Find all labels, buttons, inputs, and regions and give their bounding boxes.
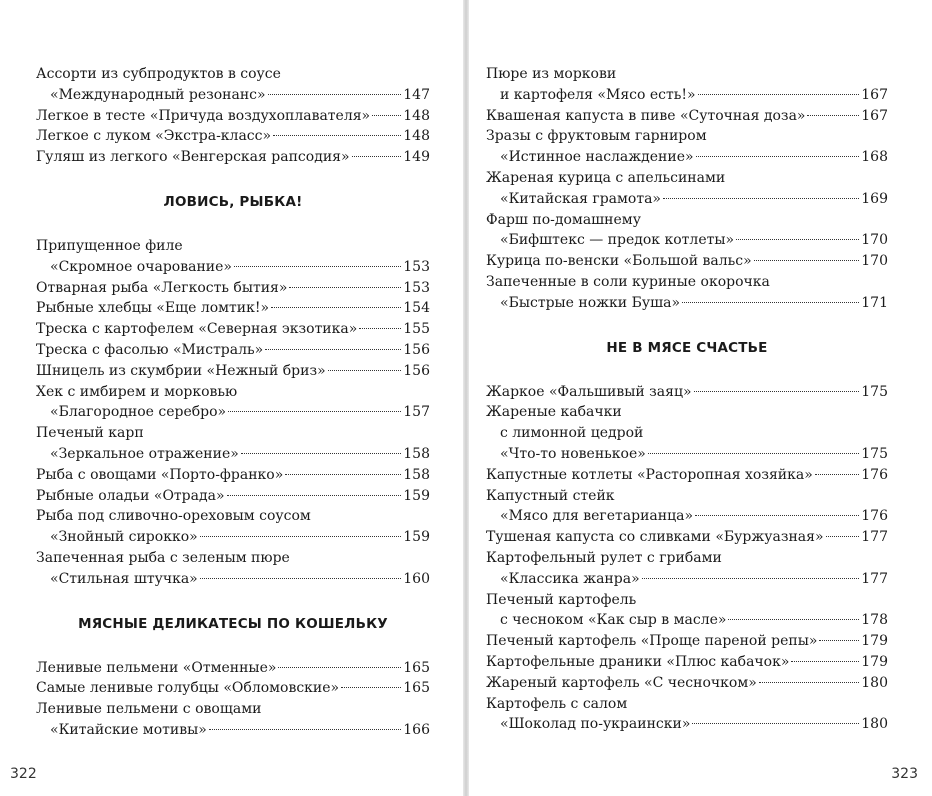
dot-leader xyxy=(694,391,860,392)
toc-entry-page: 175 xyxy=(861,383,888,400)
toc-entry xyxy=(486,590,888,611)
toc-entry-title: «Знойный сирокко» xyxy=(50,529,198,546)
dot-leader xyxy=(826,536,860,537)
toc-entry-page: 170 xyxy=(861,232,888,249)
toc-entry xyxy=(36,126,430,147)
dot-leader xyxy=(352,156,402,157)
toc-entry-page: 180 xyxy=(861,716,888,733)
toc-entry xyxy=(36,423,430,444)
toc-entry-page: 159 xyxy=(403,529,430,546)
toc-entry xyxy=(36,658,430,679)
toc-entry xyxy=(486,506,888,527)
toc-entry-title: Легкое с луком «Экстра-класс» xyxy=(36,128,272,145)
toc-entry-title: с чесноком «Как сыр в масле» xyxy=(500,612,727,629)
dot-leader xyxy=(359,328,401,329)
toc-entry xyxy=(486,85,888,106)
dot-leader xyxy=(278,667,401,668)
toc-entry-page: 157 xyxy=(403,404,430,421)
toc-entry xyxy=(486,147,888,168)
toc-entry-title: Рыбные оладьи «Отрада» xyxy=(36,487,225,504)
section-gap xyxy=(36,636,430,658)
toc-entry xyxy=(486,548,888,569)
toc-entry-title: «Классика жанра» xyxy=(500,570,640,587)
toc-entry-page: 165 xyxy=(403,659,430,676)
toc-entry xyxy=(486,465,888,486)
page-number-right: 323 xyxy=(891,766,918,782)
toc-entry xyxy=(36,85,430,106)
dot-leader xyxy=(273,135,401,136)
toc-entry xyxy=(486,714,888,735)
toc-entry-page: 158 xyxy=(403,445,430,462)
toc-entry-title: Хек с имбирем и морковью xyxy=(36,383,238,400)
toc-entry xyxy=(486,230,888,251)
toc-entry xyxy=(486,272,888,293)
toc-entry xyxy=(486,382,888,403)
toc-entry-page: 160 xyxy=(403,570,430,587)
toc-entry xyxy=(36,569,430,590)
toc-entry-title: Ассорти из субпродуктов в соусе xyxy=(36,66,281,82)
toc-entry-page: 165 xyxy=(403,680,430,697)
toc-entry xyxy=(36,64,430,85)
toc-entry xyxy=(36,506,430,527)
toc-entry-page: 153 xyxy=(403,258,430,275)
dot-leader xyxy=(663,198,859,199)
toc-entry xyxy=(36,340,430,361)
toc-entry-title: «Быстрые ножки Буша» xyxy=(500,294,681,311)
toc-entry-page: 147 xyxy=(403,86,430,103)
toc-entry xyxy=(486,569,888,590)
dot-leader xyxy=(819,640,859,641)
toc-entry xyxy=(36,548,430,569)
toc-entry-title: Гуляш из легкого «Венгерская рапсодия» xyxy=(36,149,350,166)
toc-entry xyxy=(36,278,430,299)
toc-column-left xyxy=(36,64,430,741)
toc-entry-title: «Истинное наслаждение» xyxy=(500,149,694,166)
toc-entry-title: Рыбные хлебцы «Еще ломтик!» xyxy=(36,300,270,317)
toc-entry-title: Самые ленивые голубцы «Обломовские» xyxy=(36,680,340,697)
toc-entry xyxy=(36,319,430,340)
dot-leader xyxy=(289,287,401,288)
dot-leader xyxy=(695,515,859,516)
toc-entry-title: Припущенное филе xyxy=(36,237,183,254)
toc-entry-page: 179 xyxy=(861,653,888,670)
toc-entry-title: Картофельный рулет с грибами xyxy=(486,549,722,566)
toc-entry xyxy=(486,189,888,210)
toc-entry-title: «Китайские мотивы» xyxy=(50,721,207,738)
toc-entry-title: Курица по-венски «Большой вальс» xyxy=(486,253,752,270)
toc-entry-page: 158 xyxy=(403,466,430,483)
toc-entry-title: «Скромное очарование» xyxy=(50,258,232,275)
toc-entry-page: 168 xyxy=(861,149,888,166)
toc-entry xyxy=(36,147,430,168)
toc-entry-page: 156 xyxy=(403,341,430,358)
dot-leader xyxy=(341,687,401,688)
toc-entry-title: «Китайская грамота» xyxy=(500,190,661,207)
toc-entry xyxy=(486,402,888,423)
toc-entry-title: «Мясо для вегетарианца» xyxy=(500,508,694,525)
toc-entry xyxy=(486,652,888,673)
toc-entry-title: Жареный картофель «С чесночком» xyxy=(486,674,757,691)
section-heading: ЛОВИСЬ, РЫБКА! xyxy=(163,193,303,210)
toc-entry xyxy=(486,527,888,548)
toc-entry-page: 159 xyxy=(403,487,430,504)
toc-entry-title: «Зеркальное отражение» xyxy=(50,445,239,462)
toc-entry xyxy=(36,257,430,278)
toc-entry-page: 180 xyxy=(861,674,888,691)
toc-entry-page: 177 xyxy=(861,570,888,587)
dot-leader xyxy=(807,115,859,116)
toc-entry-title: Печеный картофель «Проще пареной репы» xyxy=(486,633,818,650)
toc-entry-title: Запеченные в соли куриные окорочка xyxy=(486,273,770,290)
toc-entry xyxy=(36,402,430,423)
toc-entry-title: Картофель с салом xyxy=(486,695,628,712)
toc-entry-page: 170 xyxy=(861,253,888,270)
toc-entry-title: Капустный стейк xyxy=(486,487,615,504)
toc-entry-title: Картофельные драники «Плюс кабачок» xyxy=(486,653,790,670)
section-gap xyxy=(36,214,430,236)
toc-entry xyxy=(36,444,430,465)
dot-leader xyxy=(227,495,402,496)
dot-leader xyxy=(754,260,860,261)
toc-entry xyxy=(486,251,888,272)
toc-entry-page: 171 xyxy=(861,294,888,311)
dot-leader xyxy=(791,661,859,662)
toc-entry-title: Жареные кабачки xyxy=(486,404,622,421)
toc-entry xyxy=(486,64,888,85)
toc-entry xyxy=(486,210,888,231)
dot-leader xyxy=(682,302,859,303)
toc-entry xyxy=(36,678,430,699)
dot-leader xyxy=(815,474,859,475)
section-heading: МЯСНЫЕ ДЕЛИКАТЕСЫ ПО КОШЕЛЬКУ xyxy=(78,615,388,632)
toc-entry-page: 179 xyxy=(861,633,888,650)
toc-entry-title: Треска с картофелем «Северная экзотика» xyxy=(36,321,358,338)
toc-entry xyxy=(486,168,888,189)
toc-entry-page: 176 xyxy=(861,466,888,483)
section-heading: НЕ В МЯСЕ СЧАСТЬЕ xyxy=(606,339,768,356)
toc-entry-page: 148 xyxy=(403,128,430,145)
toc-entry-title: Зразы с фруктовым гарниром xyxy=(486,128,707,145)
toc-entry xyxy=(486,423,888,444)
toc-entry-page: 175 xyxy=(861,445,888,462)
toc-entry-title: Жаркое «Фальшивый заяц» xyxy=(486,383,692,400)
toc-entry-title: «Бифштекс — предок котлеты» xyxy=(500,232,735,249)
toc-entry-page: 169 xyxy=(861,190,888,207)
dot-leader xyxy=(268,94,402,95)
toc-entry xyxy=(36,486,430,507)
toc-entry-title: Фарш по-домашнему xyxy=(486,211,641,228)
toc-entry-title: Ленивые пельмени с овощами xyxy=(36,701,262,718)
toc-entry-title: Легкое в тесте «Причуда воздухоплавателя» xyxy=(36,107,371,124)
dot-leader xyxy=(648,453,859,454)
toc-entry-page: 156 xyxy=(403,362,430,379)
toc-entry-title: и картофеля «Мясо есть!» xyxy=(500,86,696,103)
toc-entry-title: Ленивые пельмени «Отменные» xyxy=(36,659,277,676)
dot-leader xyxy=(241,453,401,454)
dot-leader xyxy=(234,266,401,267)
section-gap xyxy=(36,168,430,190)
toc-entry xyxy=(36,106,430,127)
dot-leader xyxy=(698,94,860,95)
toc-entry xyxy=(36,382,430,403)
right-page xyxy=(466,0,932,796)
toc-entry-title: Рыба под сливочно-ореховым соусом xyxy=(36,508,311,525)
toc-entry xyxy=(36,236,430,257)
dot-leader xyxy=(728,619,859,620)
toc-entry-title: Отварная рыба «Легкость бытия» xyxy=(36,279,288,296)
toc-entry xyxy=(486,694,888,715)
dot-leader xyxy=(642,578,860,579)
toc-entry xyxy=(486,631,888,652)
dot-leader xyxy=(759,682,859,683)
section-gap xyxy=(36,590,430,612)
toc-entry-title: «Шоколад по-украински» xyxy=(500,716,691,733)
toc-entry-title: Пюре из моркови xyxy=(486,66,617,82)
toc-entry-page: 149 xyxy=(403,149,430,166)
toc-entry xyxy=(486,610,888,631)
section-gap xyxy=(486,360,888,382)
toc-entry xyxy=(486,444,888,465)
toc-entry-page: 167 xyxy=(861,107,888,124)
toc-entry-title: Квашеная капуста в пиве «Суточная доза» xyxy=(486,107,806,124)
toc-entry-title: «Благородное серебро» xyxy=(50,404,227,421)
toc-entry xyxy=(486,126,888,147)
toc-entry xyxy=(486,106,888,127)
toc-entry xyxy=(36,699,430,720)
toc-entry-title: Тушеная капуста со сливками «Буржуазная» xyxy=(486,529,824,546)
dot-leader xyxy=(736,239,859,240)
dot-leader xyxy=(285,474,401,475)
dot-leader xyxy=(372,115,401,116)
toc-entry xyxy=(36,527,430,548)
toc-entry xyxy=(486,293,888,314)
dot-leader xyxy=(265,349,401,350)
toc-column-right xyxy=(486,64,888,735)
toc-entry-title: Капустные котлеты «Расторопная хозяйка» xyxy=(486,466,813,483)
toc-entry-title: Печеный карп xyxy=(36,425,144,442)
toc-entry-title: «Что-то новенькое» xyxy=(500,445,646,462)
dot-leader xyxy=(328,370,402,371)
dot-leader xyxy=(228,411,401,412)
toc-entry xyxy=(36,720,430,741)
section-gap xyxy=(486,314,888,336)
dot-leader xyxy=(200,578,402,579)
toc-entry-page: 153 xyxy=(403,279,430,296)
toc-entry-page: 167 xyxy=(861,86,888,103)
dot-leader xyxy=(200,536,402,537)
toc-entry-title: Шницель из скумбрии «Нежный бриз» xyxy=(36,362,326,379)
toc-entry-title: Жареная курица с апельсинами xyxy=(486,169,726,186)
page-number-left: 322 xyxy=(10,766,37,782)
toc-entry-page: 177 xyxy=(861,529,888,546)
toc-entry-page: 155 xyxy=(403,321,430,338)
toc-entry-title: Рыба с овощами «Порто-франко» xyxy=(36,466,284,483)
toc-entry xyxy=(36,298,430,319)
dot-leader xyxy=(692,723,859,724)
dot-leader xyxy=(696,156,860,157)
toc-entry-title: с лимонной цедрой xyxy=(500,425,644,442)
toc-entry xyxy=(486,486,888,507)
toc-entry-page: 166 xyxy=(403,721,430,738)
toc-entry-page: 176 xyxy=(861,508,888,525)
toc-entry-page: 178 xyxy=(861,612,888,629)
toc-entry xyxy=(486,673,888,694)
dot-leader xyxy=(209,729,401,730)
toc-entry-page: 148 xyxy=(403,107,430,124)
toc-entry-title: Запеченная рыба с зеленым пюре xyxy=(36,549,290,566)
toc-entry-title: Печеный картофель xyxy=(486,591,637,608)
toc-entry-title: Треска с фасолью «Мистраль» xyxy=(36,341,264,358)
toc-entry-page: 154 xyxy=(403,300,430,317)
toc-entry xyxy=(36,361,430,382)
toc-entry-title: «Международный резонанс» xyxy=(50,86,266,103)
toc-entry-title: «Стильная штучка» xyxy=(50,570,198,587)
toc-entry xyxy=(36,465,430,486)
dot-leader xyxy=(271,307,401,308)
